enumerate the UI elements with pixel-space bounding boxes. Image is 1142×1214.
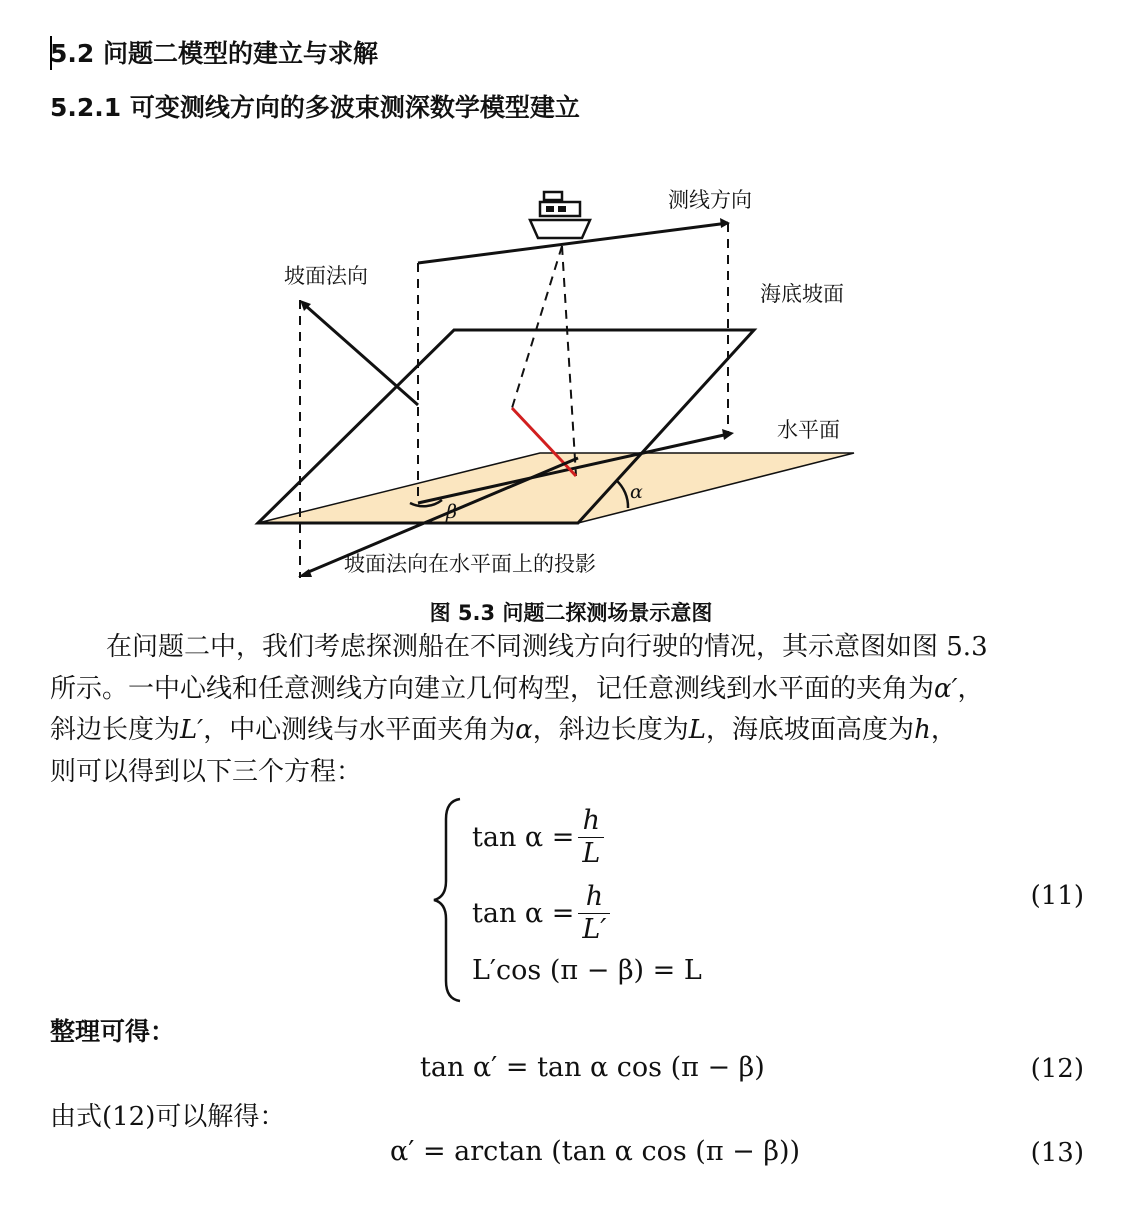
- eq13-text: α′ = arctan (tan α cos (π − β)): [390, 1136, 801, 1167]
- label-horizontal-plane: 水平面: [777, 418, 840, 442]
- equation-system-11: [430, 795, 830, 1005]
- eq12-text: tan α′ = tan α cos (π − β): [420, 1052, 765, 1083]
- para-line-2: 所示。一中心线和任意测线方向建立几何构型，记任意测线到水平面的夹角为α′，: [50, 673, 984, 704]
- eq11-number: (11): [1030, 881, 1084, 911]
- figure-caption: 图 5.3 问题二探测场景示意图: [429, 601, 713, 625]
- slope-normal-line: [306, 306, 418, 405]
- solve-label: 由式(12)可以解得：: [50, 1102, 286, 1132]
- subsection-heading: 5.2.1 可变测线方向的多波束测深数学模型建立: [50, 93, 580, 122]
- para-line-1: 在问题二中，我们考虑探测船在不同测线方向行驶的情况，其示意图如图 5.3: [106, 632, 988, 662]
- body-paragraph: [50, 627, 1090, 793]
- label-alpha: α: [630, 481, 643, 503]
- survey-scene-diagram: [240, 180, 880, 590]
- label-beta: β: [446, 501, 457, 523]
- beam-dashed-2: [562, 246, 576, 476]
- label-seabed-slope: 海底坡面: [760, 282, 844, 306]
- eq12-number: (12): [1030, 1054, 1084, 1084]
- label-normal-projection: 坡面法向在水平面上的投影: [344, 552, 596, 576]
- para-line-4: 则可以得到以下三个方程：: [50, 756, 363, 787]
- ship-icon: [530, 192, 590, 238]
- section-heading: 5.2 问题二模型的建立与求解: [50, 39, 378, 68]
- eq11-row-3: L′cos (π − β) = L: [472, 955, 702, 986]
- para-line-3: 斜边长度为L′，中心测线与水平面夹角为α，斜边长度为L，海底坡面高度为h，: [50, 715, 957, 745]
- horizontal-plane-shape: [258, 453, 854, 523]
- beam-dashed-1: [512, 246, 562, 408]
- label-survey-direction: 测线方向: [668, 188, 752, 212]
- eq13-number: (13): [1030, 1138, 1084, 1168]
- rearrange-label: 整理可得：: [50, 1017, 176, 1046]
- left-brace: [430, 795, 470, 1005]
- label-slope-normal: 坡面法向: [284, 264, 368, 288]
- eq11-row-2: tan α = $\frac{h}{L'}$: [472, 881, 614, 946]
- eq11-row-1: tan α = $\frac{h}{L}$: [472, 805, 608, 870]
